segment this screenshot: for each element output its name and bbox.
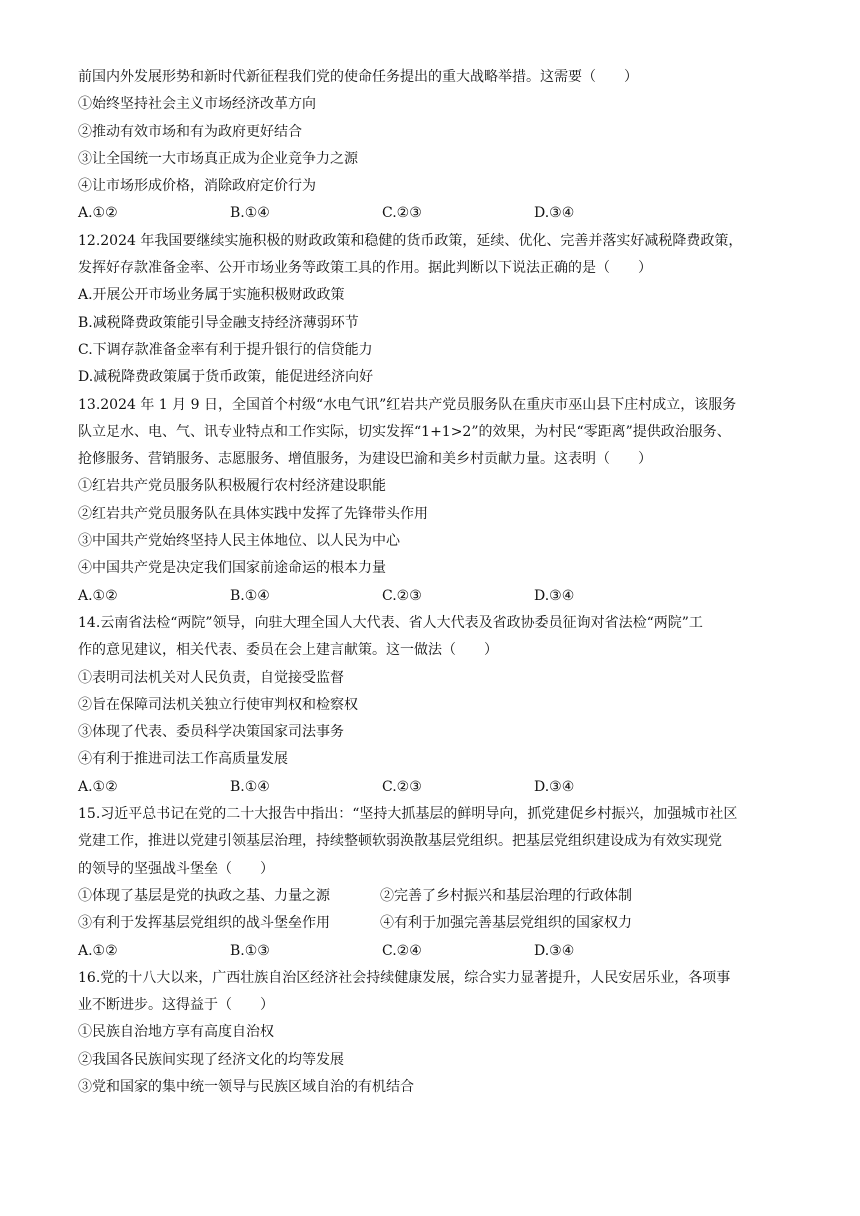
choice-item: ④让市场形成价格，消除政府定价行为 bbox=[78, 178, 316, 195]
choice-item: ④中国共产党是决定我们国家前途命运的根本力量 bbox=[78, 560, 386, 577]
choice-item: ①红岩共产党员服务队积极履行农村经济建设职能 bbox=[78, 478, 386, 495]
choice-item: C.下调存款准备金率有利于提升银行的信贷能力 bbox=[78, 341, 373, 358]
option-a: A.①② bbox=[78, 205, 118, 222]
option-c: C.②③ bbox=[382, 587, 422, 604]
option-b: B.①④ bbox=[230, 778, 270, 795]
question-stem-line: 作的意见建议，相关代表、委员在会上建言献策。这一做法（ ） bbox=[78, 642, 498, 659]
choice-item: ③中国共产党始终坚持人民主体地位、以人民为中心 bbox=[78, 533, 400, 550]
exam-page bbox=[78, 64, 790, 1101]
option-c: C.②④ bbox=[382, 942, 422, 959]
option-a: A.①② bbox=[78, 942, 118, 959]
question-stem-line: 16.党的十八大以来，广西壮族自治区经济社会持续健康发展，综合实力显著提升，人民安居乐业，各项事 bbox=[78, 969, 731, 986]
choice-item: D.减税降费政策属于货币政策，能促进经济向好 bbox=[78, 369, 374, 386]
choice-item: ③体现了代表、委员科学决策国家司法事务 bbox=[78, 724, 344, 741]
option-d: D.③④ bbox=[534, 205, 575, 222]
choice-item: ②红岩共产党员服务队在具体实践中发挥了先锋带头作用 bbox=[78, 505, 428, 522]
option-a: A.①② bbox=[78, 778, 118, 795]
choice-item: ①表明司法机关对人民负责，自觉接受监督 bbox=[78, 669, 344, 686]
choice-item: ②完善了乡村振兴和基层治理的行政体制 bbox=[380, 887, 632, 904]
choice-item: B.减税降费政策能引导金融支持经济薄弱环节 bbox=[78, 314, 359, 331]
choice-item: ①民族自治地方享有高度自治权 bbox=[78, 1024, 274, 1041]
question-stem-line: 13.2024 年 1 月 9 日，全国首个村级“水电气讯”红岩共产党员服务队在重庆市巫山县下庄村成立，该服务 bbox=[78, 396, 737, 413]
option-a: A.①② bbox=[78, 587, 118, 604]
question-15 bbox=[78, 801, 790, 965]
choice-item: ②推动有效市场和有为政府更好结合 bbox=[78, 123, 302, 140]
choice-item: ②旨在保障司法机关独立行使审判权和检察权 bbox=[78, 696, 358, 713]
question-12 bbox=[78, 228, 790, 392]
choice-item-row bbox=[78, 883, 790, 910]
choice-item: A.开展公开市场业务属于实施积极财政政策 bbox=[78, 287, 345, 304]
question-stem-line: 业不断进步。这得益于（ ） bbox=[78, 997, 274, 1014]
choice-item: ④有利于加强完善基层党组织的国家权力 bbox=[380, 915, 632, 932]
option-c: C.②③ bbox=[382, 778, 422, 795]
question-14 bbox=[78, 610, 790, 801]
choice-item-row bbox=[78, 910, 790, 937]
question-stem-line: 15.习近平总书记在党的二十大报告中指出：“坚持大抓基层的鲜明导向，抓党建促乡村振兴，加强城市社区 bbox=[78, 806, 738, 823]
answer-options bbox=[78, 774, 790, 801]
option-d: D.③④ bbox=[534, 942, 575, 959]
option-d: D.③④ bbox=[534, 587, 575, 604]
answer-options bbox=[78, 583, 790, 610]
option-b: B.①④ bbox=[230, 587, 270, 604]
question-stem-line: 队立足水、电、气、讯专业特点和工作实际，切实发挥“1+1>2”的效果，为村民“零距离”提供政治服务、 bbox=[78, 423, 731, 440]
choice-item: ③让全国统一大市场真正成为企业竞争力之源 bbox=[78, 150, 358, 167]
choice-item: ③党和国家的集中统一领导与民族区域自治的有机结合 bbox=[78, 1078, 414, 1095]
question-16 bbox=[78, 965, 790, 1101]
answer-options bbox=[78, 938, 790, 965]
option-b: B.①③ bbox=[230, 942, 270, 959]
question-stem-line: 前国内外发展形势和新时代新征程我们党的使命任务提出的重大战略举措。这需要（ ） bbox=[78, 69, 638, 85]
answer-options bbox=[78, 200, 790, 227]
question-stem-line: 14.云南省法检“两院”领导，向驻大理全国人大代表、省人大代表及省政协委员征询对省法检“两院”工 bbox=[78, 614, 703, 631]
option-c: C.②③ bbox=[382, 205, 422, 222]
question-13 bbox=[78, 392, 790, 610]
choice-item: ①体现了基层是党的执政之基、力量之源 bbox=[78, 887, 330, 904]
choice-item: ②我国各民族间实现了经济文化的均等发展 bbox=[78, 1051, 344, 1068]
option-d: D.③④ bbox=[534, 778, 575, 795]
choice-item: ①始终坚持社会主义市场经济改革方向 bbox=[78, 96, 316, 113]
choice-item: ④有利于推进司法工作高质量发展 bbox=[78, 751, 288, 768]
option-b: B.①④ bbox=[230, 205, 270, 222]
question-stem-line: 抢修服务、营销服务、志愿服务、增值服务，为建设巴渝和美乡村贡献力量。这表明（ ） bbox=[78, 451, 652, 468]
choice-item: ③有利于发挥基层党组织的战斗堡垒作用 bbox=[78, 915, 330, 932]
question-11 bbox=[78, 64, 790, 228]
question-stem-line: 的领导的坚强战斗堡垒（ ） bbox=[78, 860, 274, 877]
question-stem-line: 发挥好存款准备金率、公开市场业务等政策工具的作用。据此判断以下说法正确的是（ ） bbox=[78, 260, 652, 277]
question-stem-line: 12.2024 年我国要继续实施积极的财政政策和稳健的货币政策，延续、优化、完善并落实好减税降费政策， bbox=[78, 232, 743, 249]
question-stem-line: 党建工作，推进以党建引领基层治理，持续整顿软弱涣散基层党组织。把基层党组织建设成为有效实现党 bbox=[78, 833, 722, 850]
